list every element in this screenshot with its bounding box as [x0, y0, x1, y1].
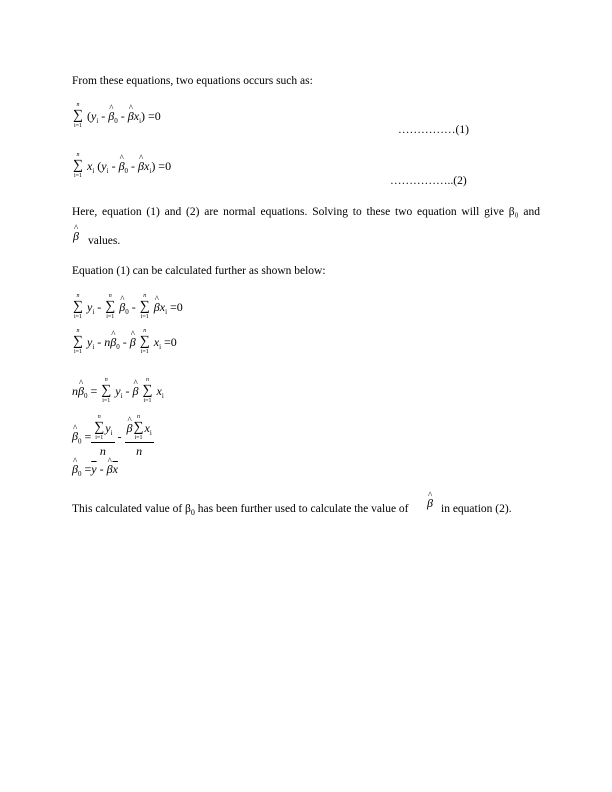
conclusion-text-middle: has been further used to calculate the value of — [194, 503, 409, 515]
conclusion-subscript: 0 — [190, 508, 195, 517]
equation-2-label: ……………..(2) — [390, 175, 467, 187]
equation-2: n ∑ i=1 $x_i$ ($y_i$ - ^ $\beta_0$ - ^ $\beta x_i) =0$ — [72, 154, 171, 180]
derivation-line-1: n ∑ i=1 $y_i$ - n ∑ i=1 ^ $\beta_0$ - n ∑ i=1 ^ $\beta x_i =0$ — [72, 295, 183, 321]
derivation-line-2: n ∑ i=1 $y_i$ - n^ $\beta_0$ - ^ β n ∑ i=1 $x_i =0$ — [72, 330, 177, 356]
conclusion-text-end: in equation (2). — [441, 503, 512, 515]
equation-1: n ∑ i=1 ($y_i$ - ^ $\beta_0$ - ^ $\beta x_i) =0$ — [72, 104, 161, 130]
beta-hat-symbol-inline: ^ β — [427, 496, 433, 511]
derivation-line-3: n^ $\beta_0$ = n ∑ i=1 $y_i$ - ^ β n ∑ i=1 $x_i$ — [72, 379, 164, 405]
beta-hat-symbol: ^ β — [73, 229, 79, 244]
paragraph-normal-equations: Here, equation (1) and (2) are normal equations. Solving to these two equation will give β₀ and — [72, 206, 540, 218]
derivation-line-5: ^ $\beta_0 =\overline{y}$ - ^ $\beta\overline{x}$ — [72, 462, 118, 478]
paragraph-calculation: Equation (1) can be calculated further as shown below: — [72, 265, 326, 277]
derivation-line-4: ^ $\beta_0$ = n ∑ i=1 $y_i$ n - ^ β n ∑ i=1 $x_i$ n — [72, 416, 154, 459]
paragraph-normal-equations-cont: values. — [88, 235, 121, 247]
conclusion-text-start: This calculated value of β — [72, 503, 191, 515]
paragraph-intro: From these equations, two equations occurs such as: — [72, 75, 313, 87]
paragraph-conclusion — [72, 502, 409, 520]
equation-1-label: ……………(1) — [398, 124, 469, 136]
